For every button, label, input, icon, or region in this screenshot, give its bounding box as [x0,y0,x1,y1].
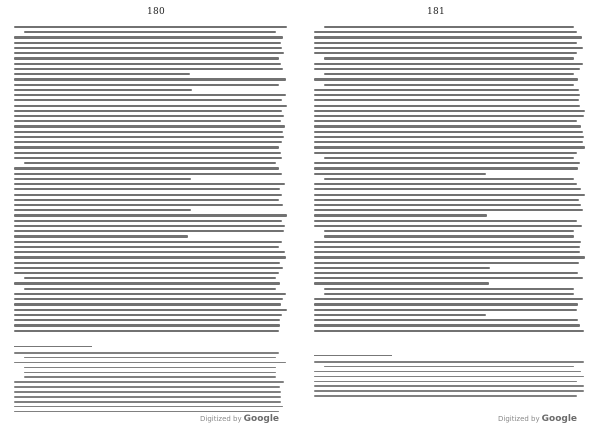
text-line [14,136,284,138]
text-line [324,57,574,59]
body-text-left [14,26,288,336]
text-line [314,78,578,80]
text-line [314,162,580,164]
text-line [14,120,281,122]
watermark-brand: Google [541,414,578,424]
watermark-left [200,414,279,424]
text-line [314,314,486,316]
text-line [14,146,279,148]
text-line [14,63,281,65]
text-line [14,309,287,311]
text-line [14,73,190,75]
text-line [14,230,284,232]
text-line [14,152,281,154]
text-line [24,31,276,33]
text-line [314,246,580,248]
text-line [14,199,279,201]
watermark-brand: Google [243,414,280,424]
text-line [14,178,191,180]
text-line [24,376,276,378]
text-line [314,214,487,216]
text-line [24,372,276,374]
text-line [314,136,584,138]
text-line [314,381,577,383]
page-number-right: 181 [427,7,446,17]
text-line [14,272,279,274]
text-line [314,251,580,253]
text-line [14,78,286,80]
text-line [14,256,286,258]
text-line [14,68,283,70]
watermark-prefix: Digitized by [498,415,540,423]
text-line [14,406,283,408]
text-line [314,199,579,201]
text-line [14,396,281,398]
text-line [314,110,585,112]
footnotes-left [14,352,288,416]
text-line [14,157,282,159]
right-page [300,0,600,430]
text-line [314,94,580,96]
text-line [314,99,579,101]
text-line [14,141,282,143]
text-line [14,131,283,133]
text-line [24,277,276,279]
text-line [314,152,577,154]
text-line [14,89,192,91]
text-line [14,194,282,196]
text-line [314,42,577,44]
text-line [14,267,283,269]
text-line [314,120,577,122]
text-line [14,94,286,96]
text-line [324,235,574,237]
text-line [314,105,580,107]
text-line [314,361,584,363]
text-line [14,26,287,28]
text-line [314,63,583,65]
text-line [14,324,280,326]
text-line [14,225,285,227]
watermark-prefix: Digitized by [200,415,242,423]
text-line [314,47,583,49]
text-line [14,42,281,44]
text-line [314,125,581,127]
text-line [314,131,583,133]
text-line [314,188,581,190]
text-line [14,115,284,117]
page-number-left: 180 [147,7,166,17]
text-line [314,36,582,38]
text-line [14,411,279,413]
text-line [314,209,583,211]
text-line [324,178,574,180]
text-line [314,272,578,274]
text-line [314,183,577,185]
text-line [14,47,282,49]
text-line [314,319,578,321]
text-line [24,357,276,359]
text-line [14,209,191,211]
text-line [314,282,489,284]
text-line [324,26,574,28]
text-line [14,220,282,222]
footnote-rule-right [314,355,392,356]
text-line [14,57,279,59]
text-line [14,235,188,237]
body-text-right [314,26,586,336]
text-line [314,52,577,54]
text-line [14,362,286,364]
text-line [314,89,579,91]
text-line [14,401,281,403]
text-line [314,146,585,148]
text-line [314,277,583,279]
text-line [14,241,282,243]
text-line [314,303,578,305]
text-line [14,303,281,305]
text-line [314,385,584,387]
text-line [324,230,574,232]
text-line [14,110,282,112]
text-line [314,256,585,258]
text-line [14,214,287,216]
text-line [14,36,283,38]
text-line [14,352,279,354]
text-line [14,204,283,206]
text-line [14,183,285,185]
text-line [314,298,583,300]
text-line [314,141,583,143]
footnote-rule-left [14,346,92,347]
text-line [314,262,579,264]
text-line [314,225,582,227]
text-line [324,288,574,290]
footnotes-right [314,361,586,401]
text-line [314,194,585,196]
text-line [324,73,574,75]
text-line [14,251,285,253]
text-line [314,167,578,169]
text-line [14,84,279,86]
text-line [14,330,279,332]
text-line [24,288,276,290]
text-line [314,204,581,206]
text-line [314,376,584,378]
text-line [14,298,283,300]
text-line [14,262,280,264]
text-line [14,314,282,316]
text-line [314,395,577,397]
text-line [314,309,577,311]
text-line [14,391,281,393]
text-line [314,173,486,175]
text-line [324,293,574,295]
text-line [314,68,580,70]
text-line [314,390,584,392]
text-line [324,366,574,368]
text-line [314,241,581,243]
text-line [14,386,280,388]
text-line [14,246,279,248]
text-line [314,371,581,373]
text-line [14,105,287,107]
text-line [314,267,490,269]
text-line [324,84,574,86]
text-line [14,293,286,295]
text-line [14,167,279,169]
text-line [324,157,574,159]
text-line [314,31,577,33]
text-line [14,319,280,321]
text-line [14,282,280,284]
text-line [14,173,282,175]
text-line [14,125,285,127]
text-line [314,330,584,332]
text-line [24,367,276,369]
text-line [24,162,276,164]
text-line [14,381,284,383]
text-line [314,324,580,326]
text-line [314,115,584,117]
text-line [14,52,284,54]
text-line [14,99,282,101]
text-line [14,188,280,190]
watermark-right [498,414,577,424]
text-line [314,220,577,222]
